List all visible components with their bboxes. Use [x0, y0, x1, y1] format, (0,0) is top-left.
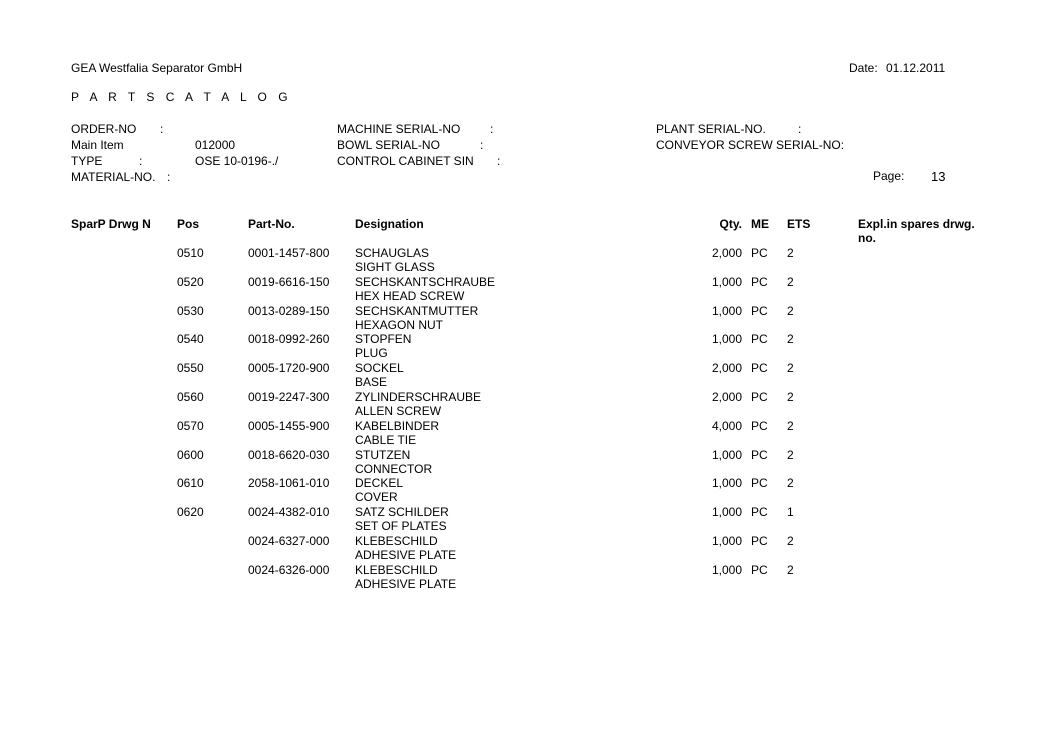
row-part-no: 0005-1455-900 [248, 419, 330, 433]
row-designation-de: KABELBINDER [355, 419, 440, 433]
column-header-me: ME [751, 217, 769, 231]
row-pos: 0610 [177, 476, 204, 490]
row-qty: 4,000 [711, 419, 742, 433]
bowl-serial-label: BOWL SERIAL-NO [337, 138, 440, 152]
row-qty: 1,000 [711, 505, 742, 519]
row-ets: 2 [787, 390, 794, 404]
row-designation-de: ZYLINDERSCHRAUBE [355, 390, 482, 404]
row-qty: 2,000 [711, 246, 742, 260]
bowl-serial-colon: : [480, 138, 484, 152]
row-designation-de: SECHSKANTMUTTER [355, 304, 479, 318]
column-header-expl: Expl.in spares drwg. [858, 217, 975, 231]
row-ets: 2 [787, 361, 794, 375]
row-me: PC [751, 390, 768, 404]
row-designation-en: HEXAGON NUT [355, 318, 444, 332]
row-ets: 2 [787, 448, 794, 462]
row-designation-en: ADHESIVE PLATE [355, 577, 457, 591]
row-part-no: 0018-6620-030 [248, 448, 330, 462]
row-designation-en: ADHESIVE PLATE [355, 548, 457, 562]
row-qty: 1,000 [711, 476, 742, 490]
main-item-label: Main Item [71, 138, 124, 152]
row-part-no: 0013-0289-150 [248, 304, 330, 318]
row-qty: 2,000 [711, 361, 742, 375]
control-cabinet-label: CONTROL CABINET SIN [337, 154, 474, 168]
row-pos: 0510 [177, 246, 204, 260]
row-qty: 1,000 [711, 275, 742, 289]
row-designation-de: SATZ SCHILDER [355, 505, 449, 519]
row-part-no: 0019-2247-300 [248, 390, 330, 404]
material-no-label: MATERIAL-NO. [71, 170, 156, 184]
row-ets: 2 [787, 246, 794, 260]
row-me: PC [751, 505, 768, 519]
date-value: 01.12.2011 [886, 61, 946, 75]
type-label: TYPE [71, 154, 103, 168]
row-me: PC [751, 361, 768, 375]
row-designation-en: SET OF PLATES [355, 519, 447, 533]
row-ets: 2 [787, 332, 794, 346]
row-ets: 1 [787, 505, 794, 519]
column-header-qty: Qty. [719, 217, 742, 231]
row-designation-en: CABLE TIE [355, 433, 417, 447]
row-designation-de: STUTZEN [355, 448, 411, 462]
row-part-no: 0024-6327-000 [248, 534, 330, 548]
page-label: Page: [873, 169, 905, 183]
column-header-expl-no: no. [858, 231, 876, 245]
row-pos: 0540 [177, 332, 204, 346]
row-qty: 1,000 [711, 448, 742, 462]
row-ets: 2 [787, 563, 794, 577]
column-header-ets: ETS [787, 217, 811, 231]
row-designation-en: PLUG [355, 346, 388, 360]
row-ets: 2 [787, 534, 794, 548]
row-part-no: 0005-1720-900 [248, 361, 330, 375]
row-pos: 0520 [177, 275, 204, 289]
row-pos: 0530 [177, 304, 204, 318]
column-header-pos: Pos [177, 217, 200, 231]
row-ets: 2 [787, 419, 794, 433]
type-value: OSE 10-0196-./ [195, 154, 279, 168]
row-part-no: 0024-4382-010 [248, 505, 330, 519]
row-designation-en: BASE [355, 375, 388, 389]
row-me: PC [751, 419, 768, 433]
row-designation-en: CONNECTOR [355, 462, 433, 476]
column-header-designation: Designation [355, 217, 424, 231]
row-ets: 2 [787, 275, 794, 289]
row-designation-en: ALLEN SCREW [355, 404, 442, 418]
row-part-no: 2058-1061-010 [248, 476, 330, 490]
row-me: PC [751, 534, 768, 548]
control-cabinet-colon: : [497, 154, 501, 168]
row-designation-de: KLEBESCHILD [355, 534, 438, 548]
column-header-sparp: SparP Drwg N [71, 217, 151, 231]
row-pos: 0550 [177, 361, 204, 375]
row-designation-de: SCHAUGLAS [355, 246, 430, 260]
row-designation-en: SIGHT GLASS [355, 260, 435, 274]
row-pos: 0600 [177, 448, 204, 462]
material-no-colon: : [167, 170, 171, 184]
row-part-no: 0024-6326-000 [248, 563, 330, 577]
row-designation-en: COVER [355, 490, 398, 504]
machine-serial-label: MACHINE SERIAL-NO [337, 122, 461, 136]
company-name: GEA Westfalia Separator GmbH [71, 61, 243, 75]
row-qty: 2,000 [711, 390, 742, 404]
row-pos: 0570 [177, 419, 204, 433]
date-label: Date: [849, 61, 878, 75]
plant-serial-colon: : [798, 122, 802, 136]
row-part-no: 0001-1457-800 [248, 246, 330, 260]
row-designation-de: KLEBESCHILD [355, 563, 438, 577]
row-qty: 1,000 [711, 304, 742, 318]
row-qty: 1,000 [711, 332, 742, 346]
row-part-no: 0018-0992-260 [248, 332, 330, 346]
row-ets: 2 [787, 476, 794, 490]
row-designation-de: DECKEL [355, 476, 404, 490]
row-part-no: 0019-6616-150 [248, 275, 330, 289]
plant-serial-label: PLANT SERIAL-NO. [656, 122, 766, 136]
order-no-colon: : [160, 122, 164, 136]
row-me: PC [751, 476, 768, 490]
row-pos: 0620 [177, 505, 204, 519]
row-me: PC [751, 275, 768, 289]
column-header-part-no: Part-No. [248, 217, 295, 231]
row-designation-de: SOCKEL [355, 361, 404, 375]
row-me: PC [751, 332, 768, 346]
catalog-title: P A R T S C A T A L O G [71, 90, 292, 104]
row-qty: 1,000 [711, 563, 742, 577]
row-me: PC [751, 246, 768, 260]
row-designation-de: STOPFEN [355, 332, 412, 346]
type-colon: : [139, 154, 143, 168]
main-item-value: 012000 [195, 138, 236, 152]
page-number: 13 [931, 169, 946, 184]
row-me: PC [751, 304, 768, 318]
row-designation-de: SECHSKANTSCHRAUBE [355, 275, 496, 289]
conveyor-serial-label: CONVEYOR SCREW SERIAL-NO: [656, 138, 845, 152]
order-no-label: ORDER-NO [71, 122, 137, 136]
row-me: PC [751, 448, 768, 462]
row-ets: 2 [787, 304, 794, 318]
row-designation-en: HEX HEAD SCREW [355, 289, 465, 303]
row-me: PC [751, 563, 768, 577]
row-pos: 0560 [177, 390, 204, 404]
row-qty: 1,000 [711, 534, 742, 548]
machine-serial-colon: : [490, 122, 494, 136]
